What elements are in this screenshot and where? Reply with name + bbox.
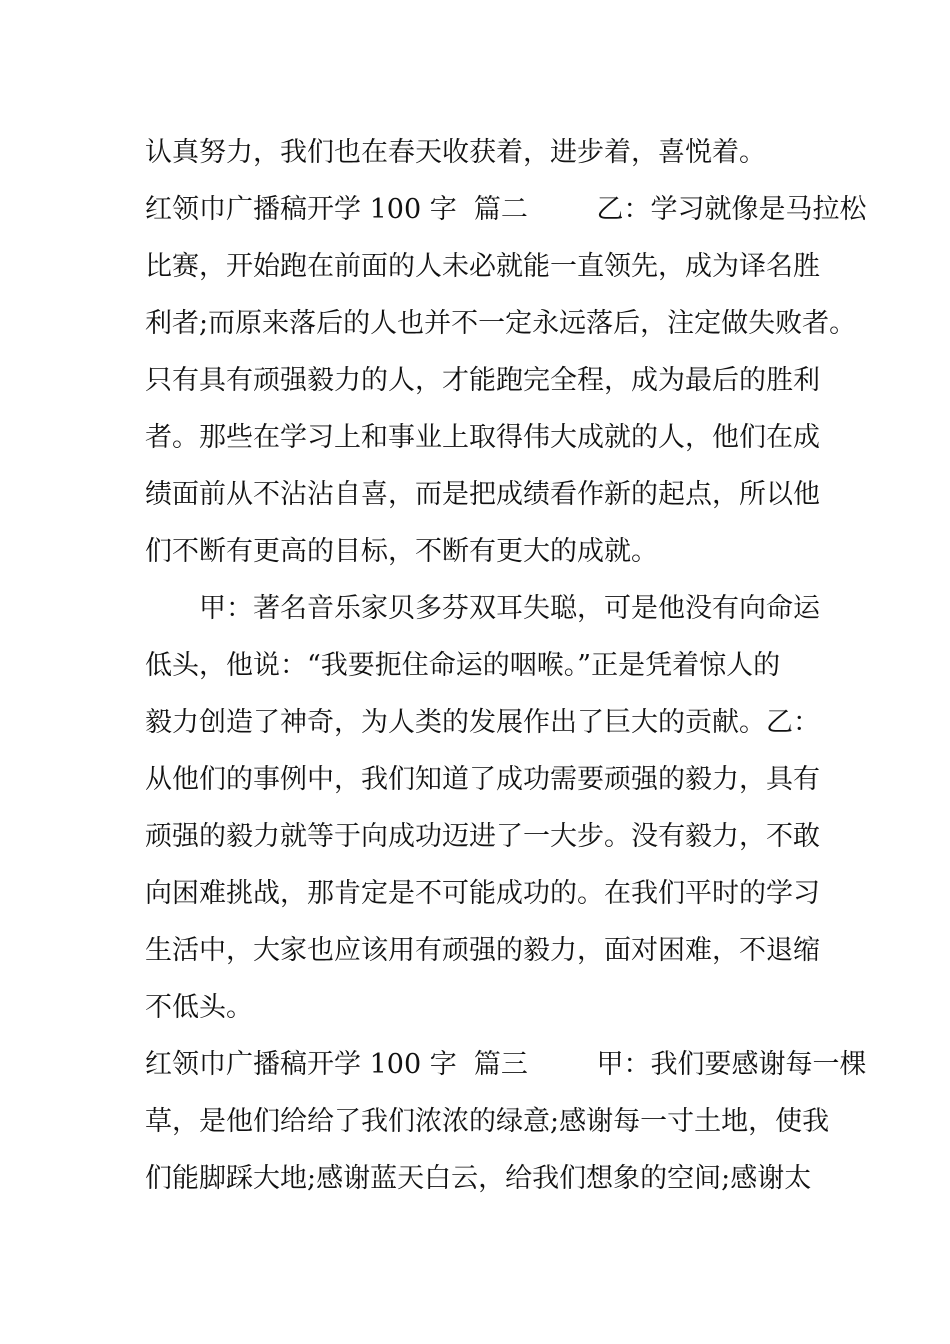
section-heading-line: 红领巾广播稿开学 100 字 篇三 甲：我们要感谢每一棵 (145, 1049, 867, 1080)
text-line: 认真努力，我们也在春天收获着，进步着，喜悦着。 (145, 137, 766, 168)
text-line: 顽强的毅力就等于向成功迈进了一大步。没有毅力，不敢 (145, 821, 820, 852)
text-line: 绩面前从不沾沾自喜，而是把成绩看作新的起点，所以他 (145, 479, 820, 510)
text-line: 不低头。 (145, 992, 253, 1023)
text-line: 利者;而原来落后的人也并不一定永远落后，注定做失败者。 (145, 308, 857, 339)
paragraph-first-line: 甲：著名音乐家贝多芬双耳失聪，可是他没有向命运 (199, 593, 820, 624)
text-line: 毅力创造了神奇，为人类的发展作出了巨大的贡献。乙： (145, 707, 820, 738)
text-line: 从他们的事例中，我们知道了成功需要顽强的毅力，具有 (145, 764, 820, 795)
section-heading-line: 红领巾广播稿开学 100 字 篇二 乙：学习就像是马拉松 (145, 194, 867, 225)
text-line: 向困难挑战，那肯定是不可能成功的。在我们平时的学习 (145, 878, 820, 909)
text-line: 们能脚踩大地;感谢蓝天白云，给我们想象的空间;感谢太 (145, 1163, 812, 1194)
text-line: 草，是他们给给了我们浓浓的绿意;感谢每一寸土地，使我 (145, 1106, 830, 1137)
text-line: 低头，他说：“我要扼住命运的咽喉。”正是凭着惊人的 (145, 650, 781, 681)
text-line: 者。那些在学习上和事业上取得伟大成就的人，他们在成 (145, 422, 820, 453)
text-line: 只有具有顽强毅力的人，才能跑完全程，成为最后的胜利 (145, 365, 820, 396)
text-line: 们不断有更高的目标，不断有更大的成就。 (145, 536, 658, 567)
text-line: 比赛，开始跑在前面的人未必就能一直领先，成为译名胜 (145, 251, 820, 282)
text-line: 生活中，大家也应该用有顽强的毅力，面对困难，不退缩 (145, 935, 820, 966)
